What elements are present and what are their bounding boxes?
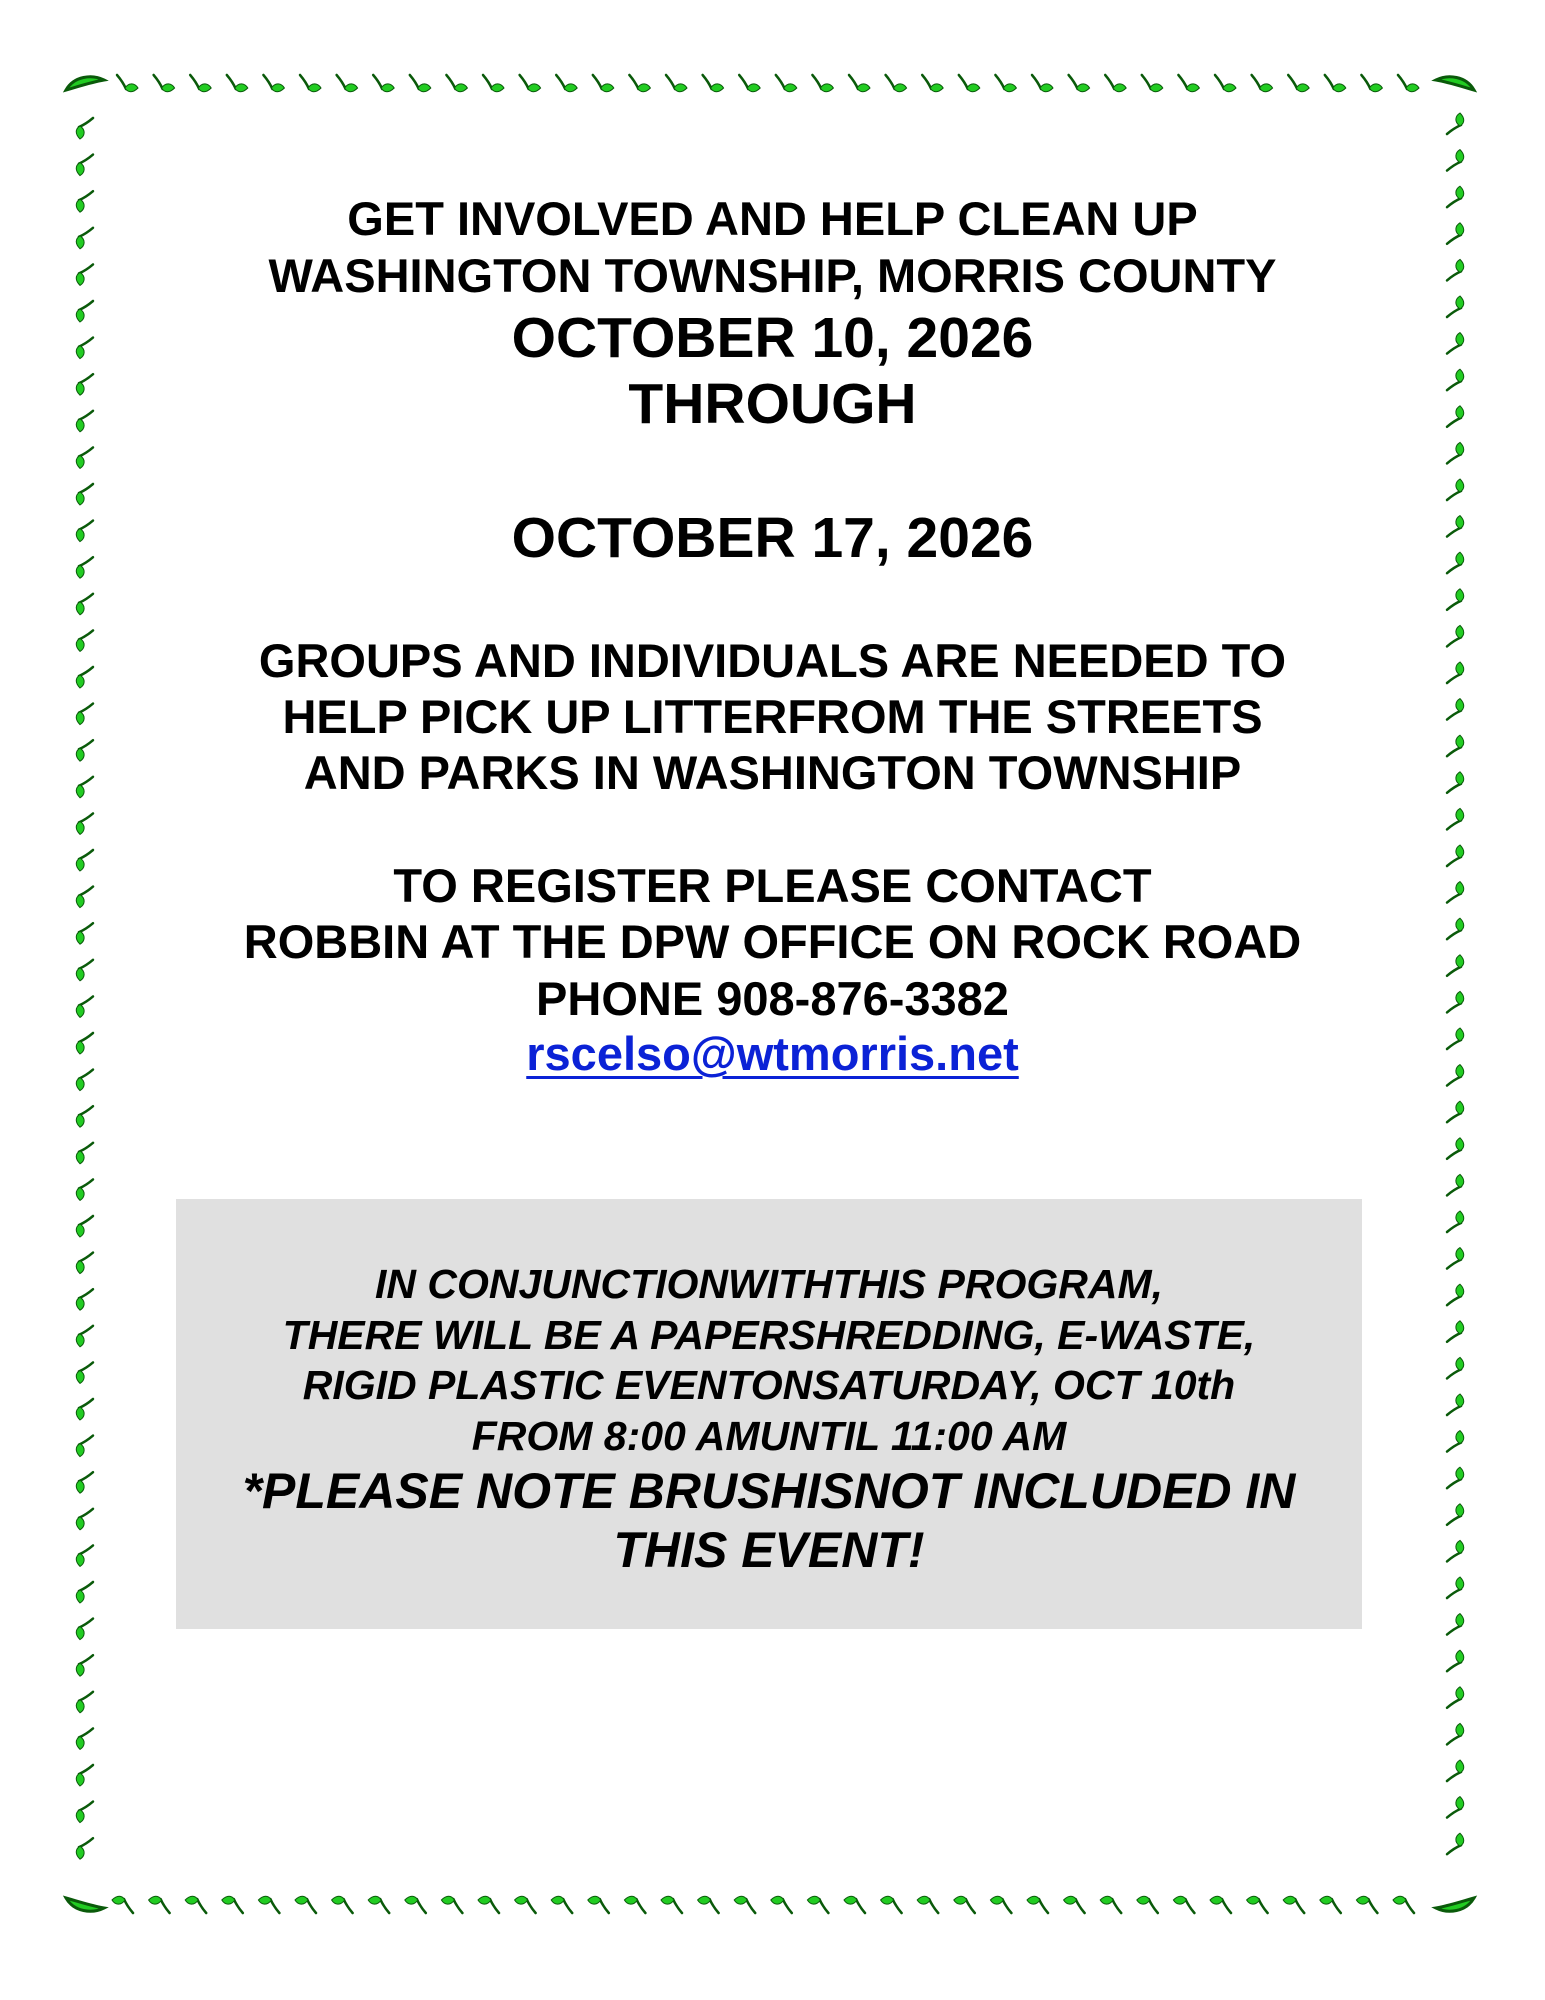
green-leaf-icon xyxy=(1393,1896,1414,1913)
green-leaf-icon xyxy=(76,1326,93,1347)
green-leaf-icon xyxy=(666,75,687,92)
heading-line-2: WASHINGTON TOWNSHIP, MORRIS COUNTY xyxy=(268,249,1277,302)
notice-line-2: THERE WILL BE A PAPERSHREDDING, E-WASTE, xyxy=(282,1312,1256,1358)
green-leaf-icon xyxy=(1137,1896,1158,1913)
green-leaf-icon xyxy=(117,75,138,92)
green-leaf-icon xyxy=(1447,808,1464,829)
green-leaf-icon xyxy=(698,1896,719,1913)
green-leaf-icon xyxy=(1325,75,1346,92)
green-leaf-icon xyxy=(1447,1614,1464,1635)
green-leaf-icon xyxy=(149,1896,170,1913)
green-leaf-icon xyxy=(1447,1577,1464,1598)
green-leaf-icon xyxy=(1283,1896,1304,1913)
green-leaf-icon xyxy=(1447,1138,1464,1159)
green-leaf-icon xyxy=(739,75,760,92)
green-leaf-icon xyxy=(441,1896,462,1913)
green-leaf-icon xyxy=(1447,150,1464,171)
green-leaf-icon xyxy=(661,1896,682,1913)
green-leaf-icon xyxy=(1447,1504,1464,1525)
green-leaf-icon xyxy=(76,1692,93,1713)
need-line-3: AND PARKS IN WASHINGTON TOWNSHIP xyxy=(303,746,1242,799)
contact-line-1: TO REGISTER PLEASE CONTACT xyxy=(393,859,1152,912)
green-leaf-icon xyxy=(405,1896,426,1913)
green-leaf-icon xyxy=(1447,113,1464,134)
green-leaf-icon xyxy=(483,75,504,92)
green-leaf-icon xyxy=(807,1896,828,1913)
green-leaf-icon xyxy=(300,75,321,92)
notice-line-1: IN CONJUNCTIONWITHTHIS PROGRAM, xyxy=(374,1261,1164,1307)
green-leaf-icon xyxy=(185,1896,206,1913)
green-leaf-icon xyxy=(959,75,980,92)
green-leaf-icon xyxy=(1447,1650,1464,1671)
green-leaf-icon xyxy=(478,1896,499,1913)
green-leaf-icon xyxy=(776,75,797,92)
green-leaf-icon xyxy=(556,75,577,92)
green-leaf-icon xyxy=(76,813,93,834)
green-leaf-icon xyxy=(410,75,431,92)
start-date: OCTOBER 10, 2026 xyxy=(511,306,1034,370)
green-leaf-icon xyxy=(1447,442,1464,463)
green-leaf-icon xyxy=(990,1896,1011,1913)
green-leaf-icon xyxy=(227,75,248,92)
green-leaf-icon xyxy=(1447,1174,1464,1195)
green-leaf-icon xyxy=(1447,1357,1464,1378)
green-leaf-icon xyxy=(1447,589,1464,610)
green-leaf-icon xyxy=(76,1362,93,1383)
green-leaf-icon xyxy=(76,1289,93,1310)
green-leaf-icon xyxy=(1356,1896,1377,1913)
green-leaf-icon xyxy=(629,75,650,92)
green-leaf-icon xyxy=(703,75,724,92)
green-leaf-icon xyxy=(76,447,93,468)
green-leaf-icon xyxy=(1361,75,1382,92)
green-leaf-icon xyxy=(373,75,394,92)
green-leaf-icon xyxy=(1173,1896,1194,1913)
green-leaf-icon xyxy=(881,1896,902,1913)
green-leaf-icon xyxy=(446,75,467,92)
green-leaf-icon xyxy=(1447,1833,1464,1854)
green-leaf-icon xyxy=(1100,1896,1121,1913)
green-leaf-icon xyxy=(1447,1211,1464,1232)
green-leaf-icon xyxy=(76,594,93,615)
green-leaf-icon xyxy=(844,1896,865,1913)
email-line xyxy=(0,1027,1545,1080)
corner-leaf-icon xyxy=(1436,77,1474,90)
green-leaf-icon xyxy=(1447,1101,1464,1122)
green-leaf-icon xyxy=(76,1509,93,1530)
green-leaf-icon xyxy=(1447,1248,1464,1269)
corner-leaf-icon xyxy=(66,77,104,90)
green-leaf-icon xyxy=(76,1143,93,1164)
green-leaf-icon xyxy=(995,75,1016,92)
green-leaf-icon xyxy=(76,484,93,505)
contact-phone: PHONE 908-876-3382 xyxy=(536,972,1009,1025)
green-leaf-icon xyxy=(588,1896,609,1913)
green-leaf-icon xyxy=(112,1896,133,1913)
green-leaf-icon xyxy=(76,1436,93,1457)
green-leaf-icon xyxy=(1027,1896,1048,1913)
green-leaf-icon xyxy=(624,1896,645,1913)
green-leaf-icon xyxy=(1447,1687,1464,1708)
green-leaf-icon xyxy=(1288,75,1309,92)
green-leaf-icon xyxy=(593,75,614,92)
note-line-2: THIS EVENT! xyxy=(613,1522,925,1578)
green-leaf-icon xyxy=(515,1896,536,1913)
end-date: OCTOBER 17, 2026 xyxy=(511,506,1034,570)
green-leaf-icon xyxy=(76,1838,93,1859)
note-line-1: *PLEASE NOTE BRUSHISNOT INCLUDED IN xyxy=(242,1463,1296,1519)
green-leaf-icon xyxy=(1142,75,1163,92)
through-label: THROUGH xyxy=(628,372,917,436)
green-leaf-icon xyxy=(76,1216,93,1237)
green-leaf-icon xyxy=(1178,75,1199,92)
green-leaf-icon xyxy=(520,75,541,92)
contact-line-2: ROBBIN AT THE DPW OFFICE ON ROCK ROAD xyxy=(243,915,1302,968)
green-leaf-icon xyxy=(76,1619,93,1640)
green-leaf-icon xyxy=(332,1896,353,1913)
green-leaf-icon xyxy=(1447,1467,1464,1488)
green-leaf-icon xyxy=(1032,75,1053,92)
green-leaf-icon xyxy=(1320,1896,1341,1913)
need-line-1: GROUPS AND INDIVIDUALS ARE NEEDED TO xyxy=(258,634,1287,687)
green-leaf-icon xyxy=(1447,1394,1464,1415)
green-leaf-icon xyxy=(849,75,870,92)
green-leaf-icon xyxy=(1447,1431,1464,1452)
green-leaf-icon xyxy=(76,1582,93,1603)
green-leaf-icon xyxy=(734,1896,755,1913)
notice-line-4: FROM 8:00 AMUNTIL 11:00 AM xyxy=(471,1413,1067,1459)
green-leaf-icon xyxy=(190,75,211,92)
green-leaf-icon xyxy=(1447,1797,1464,1818)
heading-line-1: GET INVOLVED AND HELP CLEAN UP xyxy=(347,192,1198,245)
green-leaf-icon xyxy=(258,1896,279,1913)
green-leaf-icon xyxy=(922,75,943,92)
green-leaf-icon xyxy=(76,1399,93,1420)
green-leaf-icon xyxy=(154,75,175,92)
green-leaf-icon xyxy=(76,1253,93,1274)
green-leaf-icon xyxy=(1069,75,1090,92)
green-leaf-icon xyxy=(1447,1321,1464,1342)
green-leaf-icon xyxy=(1447,1540,1464,1561)
green-leaf-icon xyxy=(337,75,358,92)
green-leaf-icon xyxy=(812,75,833,92)
green-leaf-icon xyxy=(917,1896,938,1913)
green-leaf-icon xyxy=(76,118,93,139)
green-leaf-icon xyxy=(1398,75,1419,92)
green-leaf-icon xyxy=(1447,1760,1464,1781)
green-leaf-icon xyxy=(76,1655,93,1676)
green-leaf-icon xyxy=(76,1106,93,1127)
green-leaf-icon xyxy=(771,1896,792,1913)
green-leaf-icon xyxy=(1447,1284,1464,1305)
green-leaf-icon xyxy=(76,155,93,176)
green-leaf-icon xyxy=(76,1802,93,1823)
green-leaf-icon xyxy=(368,1896,389,1913)
green-leaf-icon xyxy=(76,1179,93,1200)
green-leaf-icon xyxy=(295,1896,316,1913)
green-leaf-icon xyxy=(222,1896,243,1913)
need-line-2: HELP PICK UP LITTERFROM THE STREETS xyxy=(282,690,1263,743)
green-leaf-icon xyxy=(1215,75,1236,92)
green-leaf-icon xyxy=(76,1472,93,1493)
green-leaf-icon xyxy=(263,75,284,92)
green-leaf-icon xyxy=(1447,479,1464,500)
green-leaf-icon xyxy=(1105,75,1126,92)
green-leaf-icon xyxy=(551,1896,572,1913)
green-leaf-icon xyxy=(1247,1896,1268,1913)
green-leaf-icon xyxy=(886,75,907,92)
green-leaf-icon xyxy=(954,1896,975,1913)
email-link[interactable]: rscelso@wtmorris.net xyxy=(526,1027,1019,1080)
green-leaf-icon xyxy=(76,1728,93,1749)
green-leaf-icon xyxy=(1447,1723,1464,1744)
green-leaf-icon xyxy=(1064,1896,1085,1913)
green-leaf-icon xyxy=(76,1765,93,1786)
green-leaf-icon xyxy=(76,1545,93,1566)
green-leaf-icon xyxy=(1252,75,1273,92)
green-leaf-icon xyxy=(1210,1896,1231,1913)
notice-line-3: RIGID PLASTIC EVENTONSATURDAY, OCT 10th xyxy=(302,1362,1236,1408)
corner-leaf-icon xyxy=(66,1898,104,1911)
corner-leaf-icon xyxy=(1436,1898,1474,1911)
